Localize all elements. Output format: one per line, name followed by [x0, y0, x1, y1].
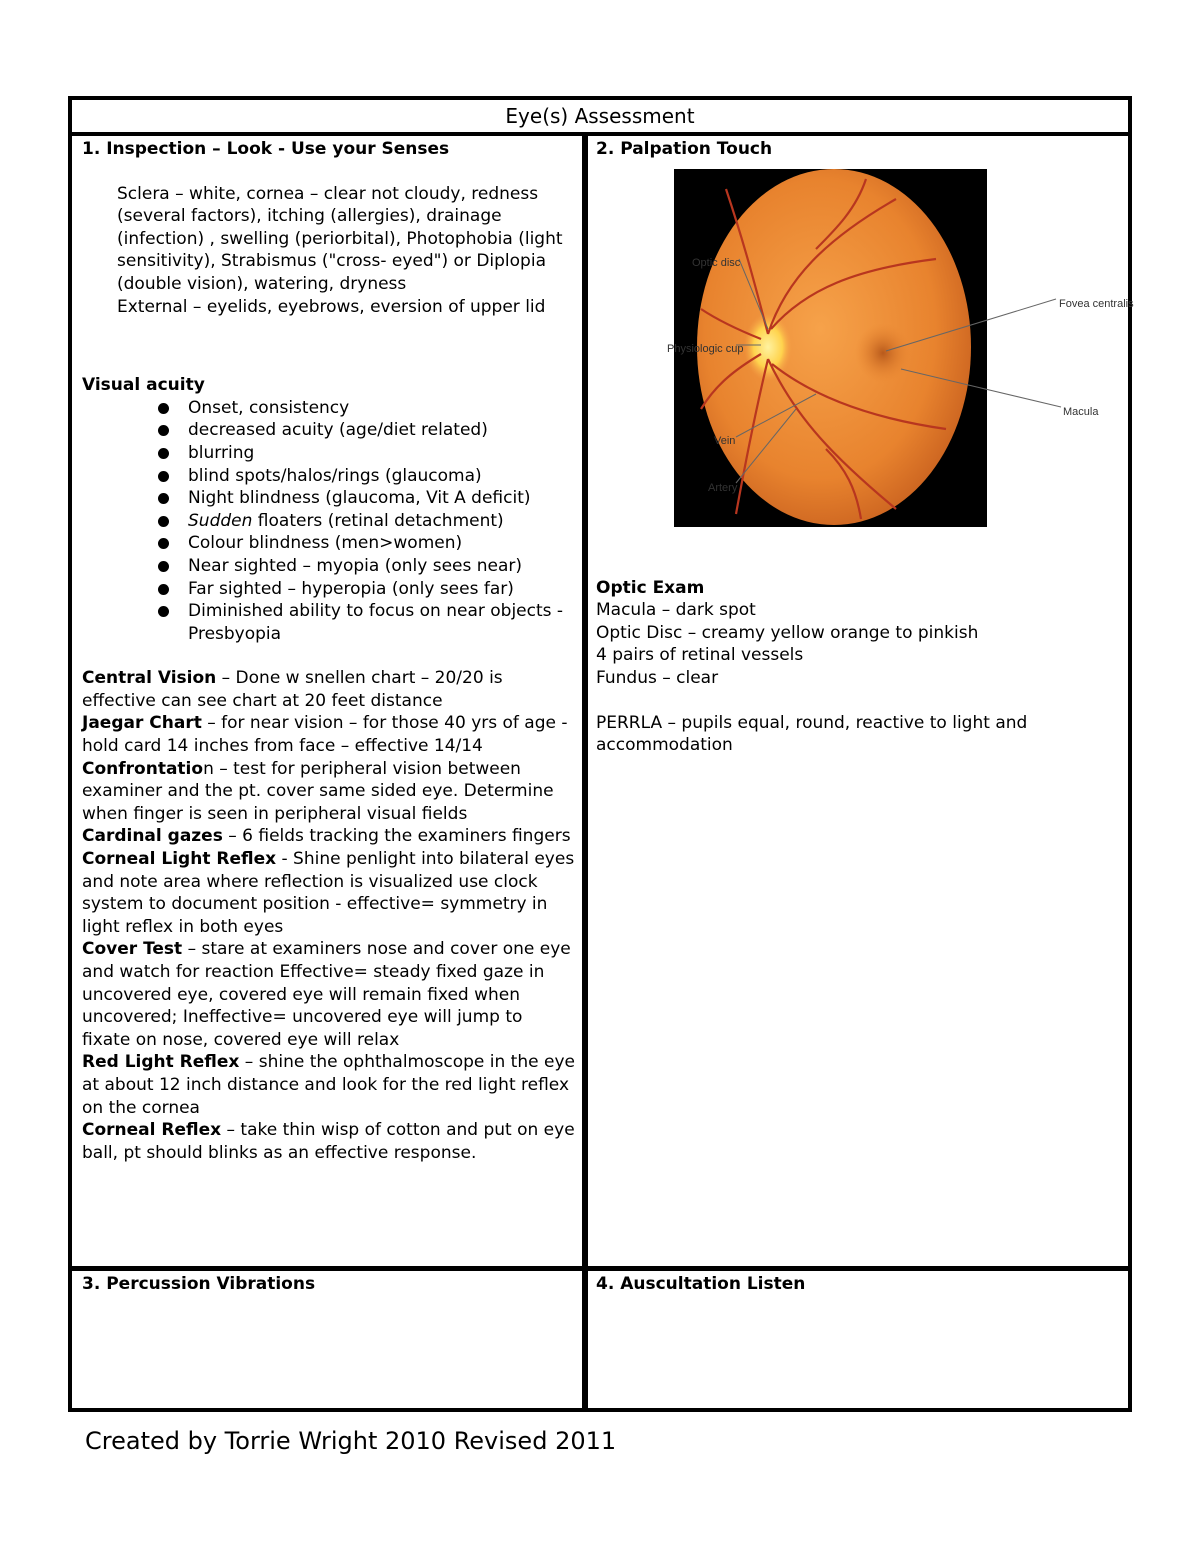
- visual-acuity-item: [188, 578, 576, 601]
- assessment-table: [68, 96, 1132, 1412]
- vision-test-name: Red Light Reflex: [82, 1052, 240, 1073]
- bullet-emphasis: Sudden: [188, 510, 253, 531]
- vision-test-entry: [82, 1119, 576, 1164]
- bullet-text: Night blindness (glaucoma, Vit A deficit): [188, 488, 531, 509]
- bullet-text: blurring: [188, 442, 255, 463]
- bullet-text: blind spots/halos/rings (glaucoma): [188, 465, 482, 486]
- optic-exam-list: [596, 599, 1126, 689]
- optic-exam-heading: Optic Exam: [596, 577, 705, 598]
- vision-test-entry: [82, 712, 576, 757]
- label-physiologic-cup: Physiologic cup: [667, 342, 744, 355]
- column-divider: [582, 132, 588, 1412]
- bullet-dot-icon: [158, 425, 169, 436]
- bullet-dot-icon: [158, 493, 169, 504]
- label-fovea-centralis: Fovea centralis: [1059, 297, 1134, 310]
- visual-acuity-item: [188, 487, 576, 510]
- bullet-text: Diminished ability to focus on near objects - Presbyopia: [188, 601, 564, 644]
- visual-acuity-item: [188, 600, 576, 645]
- vision-test-name: Cover Test: [82, 939, 183, 960]
- percussion-heading: 3. Percussion Vibrations: [82, 1274, 316, 1294]
- bullet-dot-icon: [158, 561, 169, 572]
- perrla-note: PERRLA – pupils equal, round, reactive to light and accommodation: [596, 712, 1028, 756]
- vision-test-description: n – test for peripheral vision between examiner and the pt. cover same sided eye. Determine when finger is seen in peripheral visual fields: [82, 758, 554, 824]
- inspection-notes: [82, 183, 576, 319]
- vision-test-entry: [82, 825, 576, 848]
- vision-test-name: Corneal Light Reflex: [82, 849, 277, 870]
- vision-test-entry: [82, 758, 576, 826]
- visual-acuity-item: [188, 532, 576, 555]
- bullet-dot-icon: [158, 538, 169, 549]
- vision-test-description: – 6 fields tracking the examiners fingers: [222, 826, 571, 847]
- optic-exam-line: Macula – dark spot: [596, 600, 756, 621]
- label-optic-disc: Optic disc: [692, 256, 741, 269]
- optic-exam-line: 4 pairs of retinal vessels: [596, 645, 804, 666]
- inspection-heading: 1. Inspection – Look - Use your Senses: [82, 139, 450, 159]
- row-divider: [72, 1266, 1128, 1271]
- visual-acuity-item: [188, 419, 576, 442]
- fundus-diagram: [596, 169, 1134, 539]
- vision-test-entry: [82, 1051, 576, 1119]
- vision-test-name: Central Vision: [82, 668, 217, 689]
- bullet-text: Far sighted – hyperopia (only sees far): [188, 578, 514, 599]
- bullet-dot-icon: [158, 516, 169, 527]
- palpation-heading: 2. Palpation Touch: [596, 139, 773, 159]
- vision-test-entry: [82, 938, 576, 1051]
- vision-test-name: Cardinal gazes: [82, 826, 223, 847]
- vision-test-description: - Shine penlight into bilateral eyes and note area where reflection is visualized use clock system to document position - effective= symmetry in light reflex in both eyes: [82, 849, 575, 937]
- page-title: Eye(s) Assessment: [72, 100, 1128, 136]
- inspection-cell: [82, 138, 576, 1164]
- optic-exam-line: Optic Disc – creamy yellow orange to pinkish: [596, 622, 979, 643]
- percussion-cell: [82, 1273, 576, 1296]
- vision-test-description: – stare at examiners nose and cover one eye and watch for reaction Effective= steady fixed gaze in uncovered eye, covered eye will remain fixed when uncovered; Ineffective= uncovered eye will jump to fixate on nose, covered eye will relax: [82, 939, 571, 1050]
- label-macula: Macula: [1063, 405, 1099, 418]
- vision-test-description: – take thin wisp of cotton and put on eye ball, pt should blinks as an effective response.: [82, 1120, 575, 1163]
- visual-acuity-item: [188, 510, 576, 533]
- vision-test-name: Corneal Reflex: [82, 1120, 222, 1141]
- bullet-text: Near sighted – myopia (only sees near): [188, 555, 523, 576]
- visual-acuity-item: [188, 465, 576, 488]
- bullet-dot-icon: [158, 584, 169, 595]
- inspection-external: External – eyelids, eyebrows, eversion of upper lid: [117, 296, 546, 317]
- vision-test-description: – for near vision – for those 40 yrs of age - hold card 14 inches from face – effective 14/14: [82, 713, 568, 757]
- visual-acuity-heading: Visual acuity: [82, 375, 205, 396]
- vision-test-name: Jaegar Chart: [82, 713, 202, 734]
- bullet-text: Onset, consistency: [188, 397, 350, 418]
- vision-test-description: – Done w snellen chart – 20/20 is effective can see chart at 20 feet distance: [82, 668, 503, 711]
- visual-acuity-item: [188, 397, 576, 420]
- auscultation-cell: [596, 1273, 1126, 1296]
- visual-acuity-item: [188, 442, 576, 465]
- footer-credit: Created by Torrie Wright 2010 Revised 2011: [85, 1427, 617, 1455]
- bullet-text: floaters (retinal detachment): [252, 510, 504, 531]
- vision-test-name: Confrontatio: [82, 758, 204, 779]
- label-vein: Vein: [714, 434, 736, 447]
- bullet-dot-icon: [158, 471, 169, 482]
- bullet-dot-icon: [158, 606, 169, 617]
- visual-acuity-list: [82, 397, 576, 646]
- optic-exam-line: Fundus – clear: [596, 667, 719, 688]
- visual-acuity-item: [188, 555, 576, 578]
- bullet-dot-icon: [158, 403, 169, 414]
- bullet-text: Colour blindness (men>women): [188, 533, 463, 554]
- bullet-text: decreased acuity (age/diet related): [188, 420, 488, 441]
- inspection-intro: Sclera – white, cornea – clear not cloudy, redness (several factors), itching (allergies), drainage (infection) , swelling (periorbital), Photophobia (light sensitivity), Strabismus ("cross- eyed") or Diplopia (double vision), watering, dryness: [117, 183, 563, 294]
- vision-test-entry: [82, 667, 576, 712]
- vision-test-entry: [82, 848, 576, 938]
- label-artery: Artery: [708, 481, 738, 494]
- optic-disc-spot: [744, 313, 792, 381]
- bullet-dot-icon: [158, 448, 169, 459]
- macula-spot: [855, 323, 911, 383]
- vision-tests: [82, 667, 576, 1164]
- vision-test-description: – shine the ophthalmoscope in the eye at about 12 inch distance and look for the red light reflex on the cornea: [82, 1052, 575, 1118]
- palpation-cell: [596, 138, 1134, 757]
- auscultation-heading: 4. Auscultation Listen: [596, 1274, 806, 1294]
